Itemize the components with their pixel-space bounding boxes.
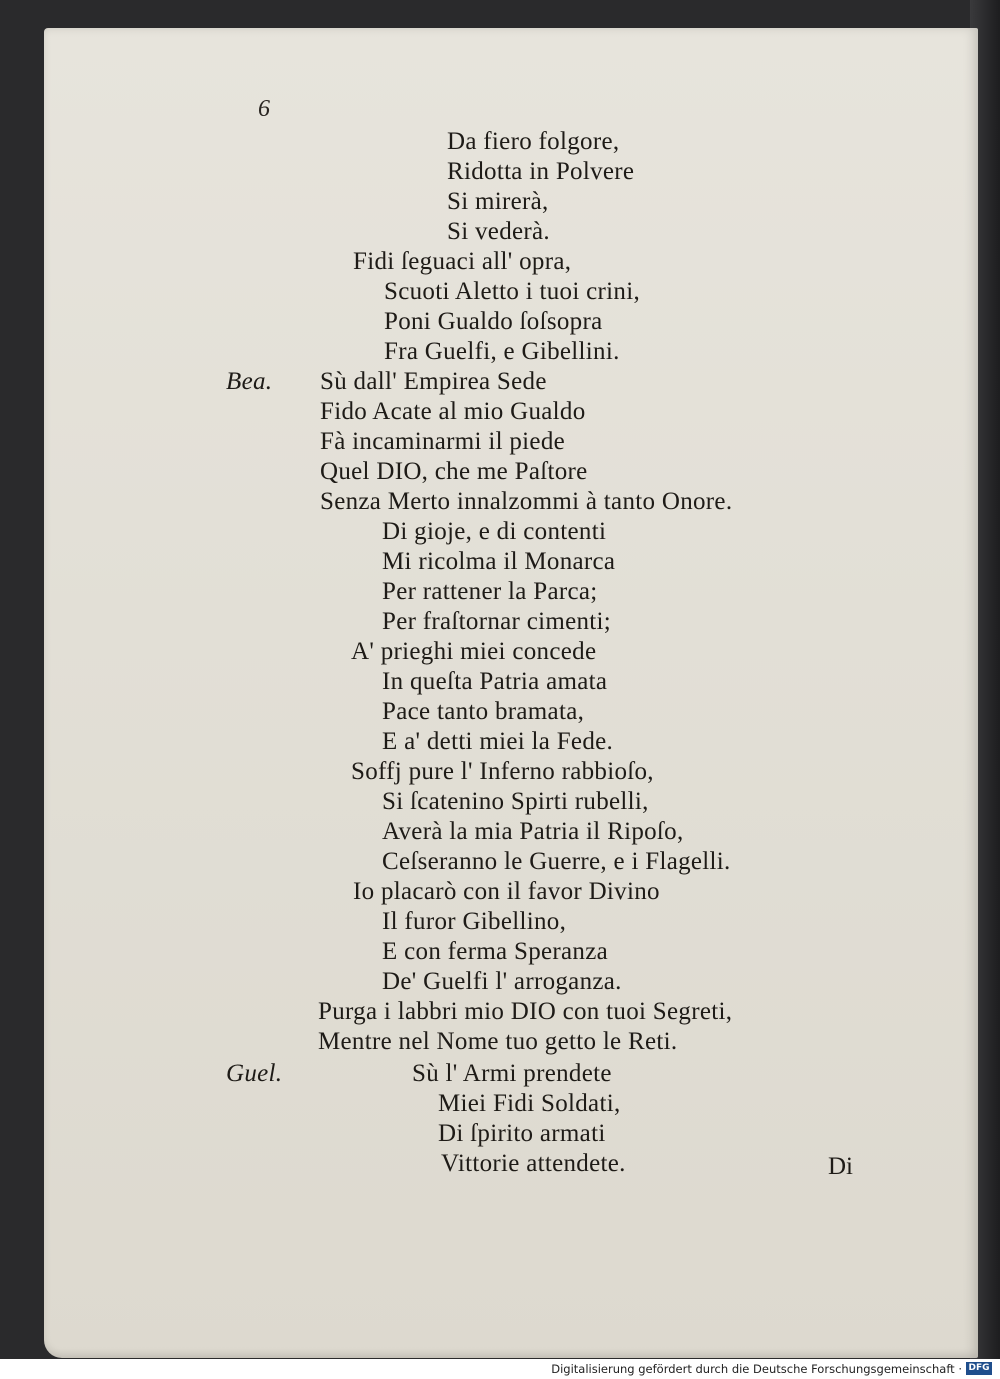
speaker-label: Guel. <box>226 1060 283 1087</box>
verse-line: Di ſpirito armati <box>438 1120 606 1147</box>
verse-line: E a' detti miei la Fede. <box>382 728 614 755</box>
verse-line: Vittorie attendete. <box>441 1150 626 1177</box>
verse-line: Di gioje, e di contenti <box>382 518 607 545</box>
verse-line: E con ferma Speranza <box>382 938 609 965</box>
verse-line: Io placarò con il favor Divino <box>353 878 660 905</box>
page-number: 6 <box>258 96 270 122</box>
verse-line: Da fiero folgore, <box>447 128 620 155</box>
verse-line: Si ſcatenino Spirti rubelli, <box>382 788 649 815</box>
verse-line: In queſta Patria amata <box>382 668 608 695</box>
speaker-label: Bea. <box>226 368 273 395</box>
verse-line: Sù dall' Empirea Sede <box>320 368 547 395</box>
verse-line: Per fraſtornar cimenti; <box>382 608 612 635</box>
footer-bar <box>0 1359 1000 1379</box>
verse-line: Per rattener la Parca; <box>382 578 598 605</box>
catchword: Di <box>828 1153 853 1180</box>
footer-credit: Digitalisierung gefördert durch die Deutsche Forschungsgemeinschaft · <box>551 1362 962 1376</box>
verse-line: Poni Gualdo ſoſsopra <box>384 308 603 335</box>
verse-line: Il furor Gibellino, <box>382 908 567 935</box>
verse-line: Si vederà. <box>447 218 550 245</box>
verse-line: Mi ricolma il Monarca <box>382 548 616 575</box>
verse-line: Scuoti Aletto i tuoi crini, <box>384 278 641 305</box>
verse-line: Fido Acate al mio Gualdo <box>320 398 586 425</box>
dfg-logo: DFG <box>966 1362 992 1375</box>
verse-line: Sù l' Armi prendete <box>412 1060 612 1087</box>
verse-line: Ridotta in Polvere <box>447 158 635 185</box>
verse-line: Pace tanto bramata, <box>382 698 585 725</box>
verse-line: A' prieghi miei concede <box>351 638 597 665</box>
verse-line: Quel DIO, che me Paſtore <box>320 458 588 485</box>
verse-line: Purga i labbri mio DIO con tuoi Segreti, <box>318 998 733 1025</box>
verse-line: Si mirerà, <box>447 188 549 215</box>
verse-line: Ceſseranno le Guerre, e i Flagelli. <box>382 848 731 875</box>
verse-line: Averà la mia Patria il Ripoſo, <box>382 818 684 845</box>
verse-line: Senza Merto innalzommi à tanto Onore. <box>320 488 733 515</box>
verse-line: Fà incaminarmi il piede <box>320 428 566 455</box>
verse-line: Miei Fidi Soldati, <box>438 1090 621 1117</box>
verse-line: Mentre nel Nome tuo getto le Reti. <box>318 1028 678 1055</box>
verse-line: Fra Guelfi, e Gibellini. <box>384 338 620 365</box>
verse-line: Fidi ſeguaci all' opra, <box>353 248 572 275</box>
verse-line: De' Guelfi l' arroganza. <box>382 968 622 995</box>
verse-line: Soffj pure l' Inferno rabbioſo, <box>351 758 654 785</box>
